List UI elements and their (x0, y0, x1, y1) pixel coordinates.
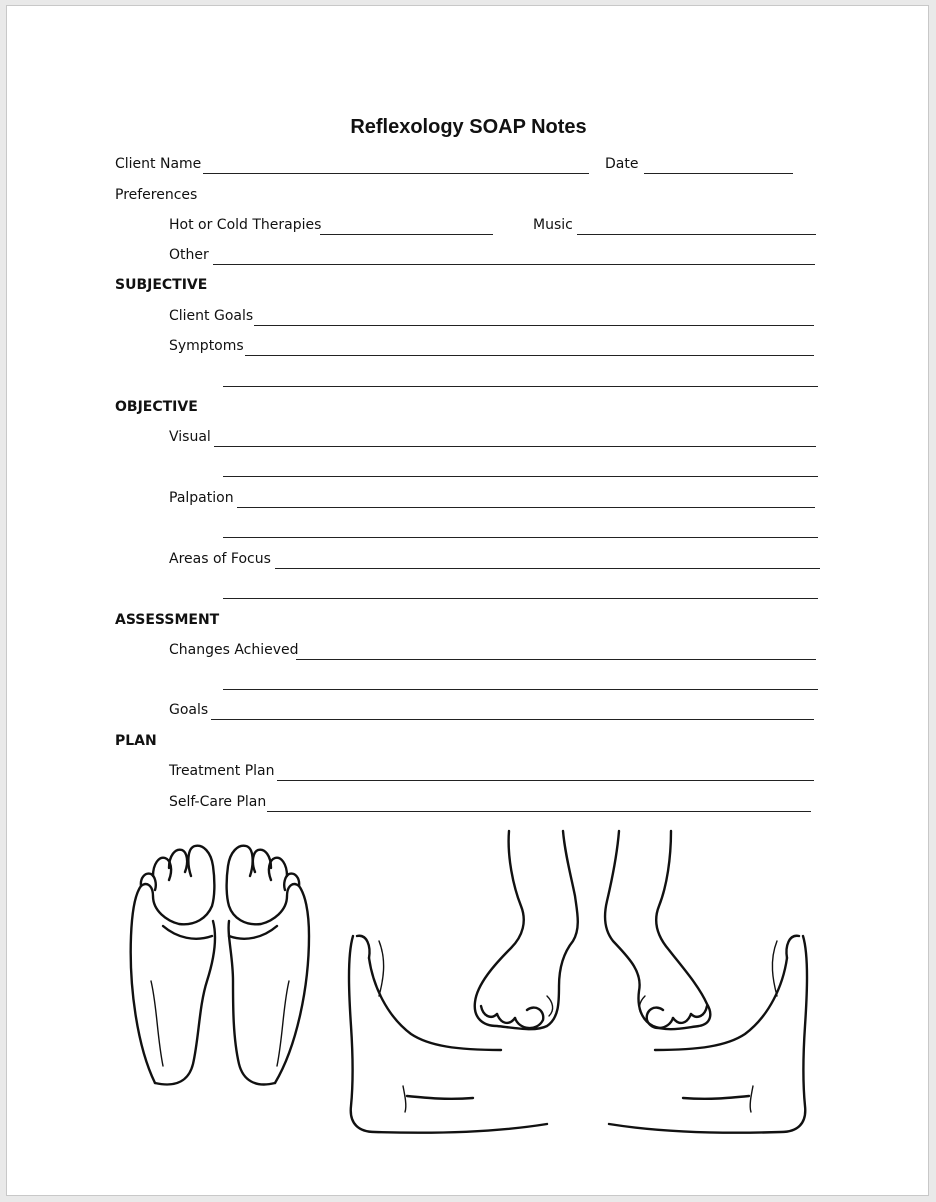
areas-of-focus-continuation-row (7, 581, 930, 603)
date-field[interactable] (644, 173, 793, 174)
preferences-label: Preferences (115, 187, 198, 203)
hot-cold-music-row (7, 217, 930, 239)
plan-heading: PLAN (115, 733, 157, 749)
areas-of-focus-field-2[interactable] (223, 598, 818, 599)
treatment-plan-row (7, 763, 930, 785)
client-name-label: Client Name (115, 156, 202, 172)
goals-row (7, 702, 930, 724)
symptoms-continuation-row (7, 369, 930, 391)
changes-achieved-field-2[interactable] (223, 689, 818, 690)
objective-heading: OBJECTIVE (115, 399, 198, 415)
palpation-continuation-row (7, 520, 930, 542)
hot-cold-label: Hot or Cold Therapies (169, 217, 322, 233)
treatment-plan-field[interactable] (277, 780, 814, 781)
changes-achieved-label: Changes Achieved (169, 642, 299, 658)
visual-continuation-row (7, 459, 930, 481)
music-label: Music (533, 217, 573, 233)
document-page (6, 5, 929, 1196)
other-row (7, 247, 930, 269)
date-label: Date (605, 156, 639, 172)
client-goals-field[interactable] (254, 325, 814, 326)
visual-field[interactable] (214, 446, 816, 447)
self-care-plan-field[interactable] (267, 811, 811, 812)
other-field[interactable] (213, 264, 815, 265)
visual-row (7, 429, 930, 451)
palpation-label: Palpation (169, 490, 234, 506)
changes-achieved-continuation-row (7, 672, 930, 694)
treatment-plan-label: Treatment Plan (169, 763, 275, 779)
areas-of-focus-row (7, 551, 930, 573)
palpation-field-2[interactable] (223, 537, 818, 538)
hot-cold-field[interactable] (320, 234, 493, 235)
changes-achieved-field[interactable] (296, 659, 816, 660)
client-goals-row (7, 308, 930, 330)
symptoms-label: Symptoms (169, 338, 244, 354)
visual-field-2[interactable] (223, 476, 818, 477)
preferences-row (7, 187, 930, 209)
symptoms-row (7, 338, 930, 360)
areas-of-focus-field[interactable] (275, 568, 820, 569)
client-goals-label: Client Goals (169, 308, 254, 324)
subjective-heading: SUBJECTIVE (115, 277, 208, 293)
self-care-plan-row (7, 794, 930, 816)
feet-side-view-icon (349, 936, 807, 1133)
visual-label: Visual (169, 429, 211, 445)
client-name-row (7, 156, 930, 178)
feet-top-view-icon (475, 831, 711, 1029)
symptoms-field-2[interactable] (223, 386, 818, 387)
page-title: Reflexology SOAP Notes (350, 116, 587, 138)
areas-of-focus-label: Areas of Focus (169, 551, 271, 567)
changes-achieved-row (7, 642, 930, 664)
symptoms-field[interactable] (245, 355, 814, 356)
palpation-field[interactable] (237, 507, 815, 508)
palpation-row (7, 490, 930, 512)
foot-soles-icon (131, 846, 309, 1085)
other-label: Other (169, 247, 209, 263)
assessment-heading: ASSESSMENT (115, 612, 220, 628)
self-care-plan-label: Self-Care Plan (169, 794, 267, 810)
music-field[interactable] (577, 234, 816, 235)
client-name-field[interactable] (203, 173, 589, 174)
goals-label: Goals (169, 702, 209, 718)
goals-field[interactable] (211, 719, 814, 720)
